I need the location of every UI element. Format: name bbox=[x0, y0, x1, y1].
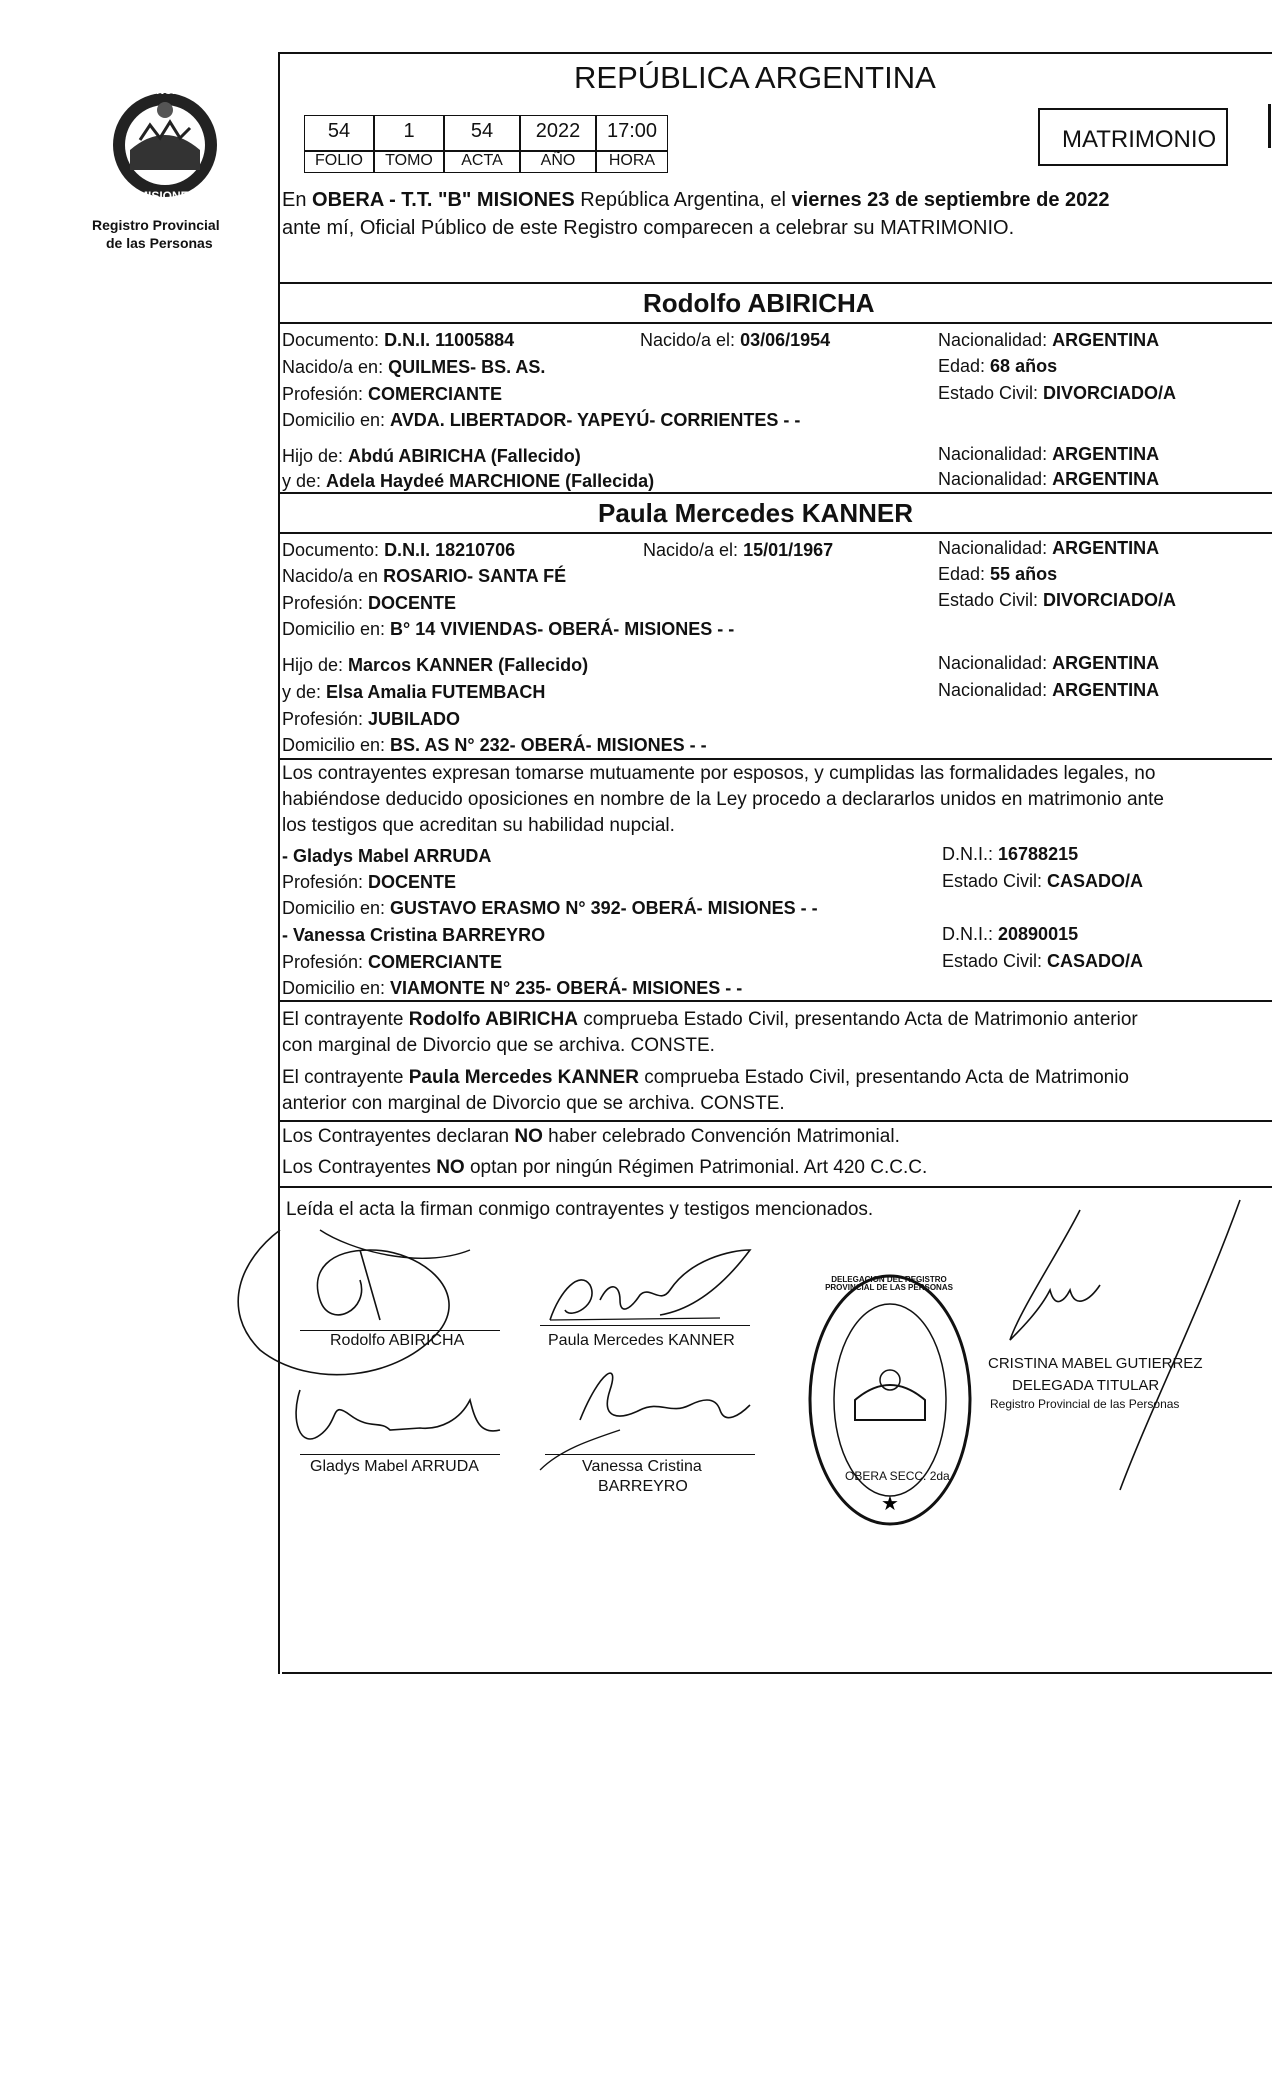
divider-3 bbox=[280, 492, 1272, 494]
official-signature-mark bbox=[1010, 1200, 1240, 1490]
witness-2-sign-name-2: BARREYRO bbox=[598, 1478, 688, 1495]
bride-born-on: Nacido/a el: 15/01/1967 bbox=[643, 540, 834, 560]
official-name: CRISTINA MABEL GUTIERREZ bbox=[988, 1355, 1203, 1372]
groom-born-on: Nacido/a el: 03/06/1954 bbox=[640, 330, 831, 350]
divider-6 bbox=[280, 1000, 1272, 1002]
bride-mother: y de: Elsa Amalia FUTEMBACH bbox=[282, 682, 546, 702]
divider-4 bbox=[280, 532, 1272, 534]
bride-father: Hijo de: Marcos KANNER (Fallecido) bbox=[282, 655, 589, 675]
witness-2-prof: Profesión: COMERCIANTE bbox=[282, 952, 503, 972]
official-title: DELEGADA TITULAR bbox=[1012, 1377, 1160, 1394]
groom-civil: Estado Civil: DIVORCIADO/A bbox=[938, 383, 1177, 403]
declaration-line2: habiéndose deducido oposiciones en nombre de la Ley procedo a declararlos unidos en matrimonio ante bbox=[282, 789, 1164, 810]
intro-line2: ante mí, Oficial Público de este Registro comparecen a celebrar su MATRIMONIO. bbox=[282, 217, 1015, 239]
groom-sign-line bbox=[300, 1330, 500, 1331]
witness-2-addr: Domicilio en: VIAMONTE N° 235- OBERÁ- MISIONES - - bbox=[282, 978, 743, 998]
witness-1-dni: D.N.I.: 16788215 bbox=[942, 844, 1079, 864]
intro-place: OBERA - T.T. "B" MISIONES bbox=[312, 189, 575, 211]
seal-banner-bottom: MISIONES bbox=[138, 189, 197, 203]
record-folio-value: 54 bbox=[304, 115, 374, 151]
bride-age: Edad: 55 años bbox=[938, 564, 1058, 584]
witness-2-signature-mark bbox=[580, 1373, 750, 1420]
note-2-line1: El contrayente Paula Mercedes KANNER comprueba Estado Civil, presentando Acta de Matrimonio bbox=[282, 1067, 1129, 1088]
groom-nat: Nacionalidad: ARGENTINA bbox=[938, 330, 1160, 350]
groom-father: Hijo de: Abdú ABIRICHA (Fallecido) bbox=[282, 446, 581, 466]
bride-born-in: Nacido/a en ROSARIO- SANTA FÉ bbox=[282, 566, 567, 586]
record-folio-label: FOLIO bbox=[304, 151, 374, 173]
registry-logo bbox=[100, 80, 230, 210]
witness-1-prof: Profesión: DOCENTE bbox=[282, 872, 457, 892]
bride-mother-addr: Domicilio en: BS. AS N° 232- OBERÁ- MISIONES - - bbox=[282, 735, 707, 755]
record-tomo-label: TOMO bbox=[374, 151, 444, 173]
groom-born-in: Nacido/a en: QUILMES- BS. AS. bbox=[282, 357, 546, 377]
act-type: MATRIMONIO bbox=[1062, 126, 1217, 153]
bride-mother-prof: Profesión: JUBILADO bbox=[282, 709, 461, 729]
bride-doc: Documento: D.N.I. 18210706 bbox=[282, 540, 516, 560]
stamp-bottom: OBERA SECC. 2da bbox=[845, 1469, 950, 1483]
svg-text:★: ★ bbox=[881, 1491, 899, 1515]
record-acta-label: ACTA bbox=[444, 151, 520, 173]
witness-1-signature-mark bbox=[296, 1390, 500, 1439]
witness-2-dni: D.N.I.: 20890015 bbox=[942, 924, 1079, 944]
witness-1-sign-name: Gladys Mabel ARRUDA bbox=[310, 1458, 479, 1475]
witness-1-civil: Estado Civil: CASADO/A bbox=[942, 871, 1144, 891]
bride-civil: Estado Civil: DIVORCIADO/A bbox=[938, 590, 1177, 610]
act-type-bar bbox=[1268, 104, 1271, 148]
bride-addr: Domicilio en: B° 14 VIVIENDAS- OBERÁ- MISIONES - - bbox=[282, 619, 735, 639]
divider-7 bbox=[280, 1120, 1272, 1122]
witness-1-name: - Gladys Mabel ARRUDA bbox=[282, 846, 492, 866]
witness-2-name: - Vanessa Cristina BARREYRO bbox=[282, 925, 546, 945]
record-year-label: AÑO bbox=[520, 151, 596, 173]
seal-banner-top: PROVINCIA DE bbox=[122, 85, 202, 97]
intro-date: viernes 23 de septiembre de 2022 bbox=[791, 189, 1110, 211]
bride-signature-mark bbox=[550, 1250, 750, 1320]
groom-doc: Documento: D.N.I. 11005884 bbox=[282, 330, 515, 350]
official-stamp bbox=[805, 1270, 975, 1530]
bride-sign-line bbox=[540, 1325, 750, 1326]
groom-mother-nat: Nacionalidad: ARGENTINA bbox=[938, 469, 1160, 489]
note-1-line2: con marginal de Divorcio que se archiva. CONSTE. bbox=[282, 1035, 715, 1056]
bride-sign-name: Paula Mercedes KANNER bbox=[548, 1332, 735, 1349]
divider-8 bbox=[280, 1186, 1272, 1188]
record-time-label: HORA bbox=[596, 151, 668, 173]
bride-prof: Profesión: DOCENTE bbox=[282, 593, 457, 613]
divider-2 bbox=[280, 322, 1272, 324]
registry-name-line2: de las Personas bbox=[106, 235, 213, 251]
record-time-value: 17:00 bbox=[596, 115, 668, 151]
groom-age: Edad: 68 años bbox=[938, 356, 1058, 376]
note-1-line1: El contrayente Rodolfo ABIRICHA comprueba Estado Civil, presentando Acta de Matrimonio anterior bbox=[282, 1009, 1138, 1030]
signatures-intro: Leída el acta la firman conmigo contrayentes y testigos mencionados. bbox=[286, 1199, 874, 1220]
record-year-value: 2022 bbox=[520, 115, 596, 151]
witness-2-sign-name-1: Vanessa Cristina bbox=[582, 1458, 702, 1475]
declaration-line1: Los contrayentes expresan tomarse mutuamente por esposos, y cumplidas las formalidades legales, no bbox=[282, 763, 1156, 784]
registry-name-line1: Registro Provincial bbox=[92, 217, 220, 233]
bride-name: Paula Mercedes KANNER bbox=[598, 498, 913, 528]
delegation-stamp-icon bbox=[805, 1270, 975, 1530]
groom-father-nat: Nacionalidad: ARGENTINA bbox=[938, 444, 1160, 464]
groom-mother: y de: Adela Haydeé MARCHIONE (Fallecida) bbox=[282, 471, 655, 491]
note-4: Los Contrayentes NO optan por ningún Régimen Patrimonial. Art 420 C.C.C. bbox=[282, 1157, 928, 1178]
groom-sign-name: Rodolfo ABIRICHA bbox=[330, 1332, 465, 1349]
record-tomo-value: 1 bbox=[374, 115, 444, 151]
groom-signature-mark bbox=[238, 1230, 449, 1375]
declaration-line3: los testigos que acreditan su habilidad nupcial. bbox=[282, 815, 675, 836]
official-office: Registro Provincial de las Personas bbox=[990, 1397, 1180, 1411]
groom-prof: Profesión: COMERCIANTE bbox=[282, 384, 503, 404]
bride-mother-nat: Nacionalidad: ARGENTINA bbox=[938, 680, 1160, 700]
groom-addr: Domicilio en: AVDA. LIBERTADOR- YAPEYÚ- CORRIENTES - - bbox=[282, 410, 801, 430]
witness-1-sign-line bbox=[300, 1454, 500, 1455]
frame-bottom bbox=[282, 1672, 1272, 1674]
divider-1 bbox=[280, 282, 1272, 284]
divider-5 bbox=[280, 758, 1272, 760]
bride-nat: Nacionalidad: ARGENTINA bbox=[938, 538, 1160, 558]
record-acta-value: 54 bbox=[444, 115, 520, 151]
note-2-line2: anterior con marginal de Divorcio que se archiva. CONSTE. bbox=[282, 1093, 785, 1114]
stamp-text: DELEGACION DEL REGISTRO PROVINCIAL DE LAS PERSONAS bbox=[825, 1275, 953, 1292]
witness-2-civil: Estado Civil: CASADO/A bbox=[942, 951, 1144, 971]
groom-name: Rodolfo ABIRICHA bbox=[643, 288, 875, 318]
bride-father-nat: Nacionalidad: ARGENTINA bbox=[938, 653, 1160, 673]
frame-top bbox=[278, 52, 1272, 54]
note-3: Los Contrayentes declaran NO haber celebrado Convención Matrimonial. bbox=[282, 1126, 900, 1147]
witness-2-sign-line bbox=[545, 1454, 755, 1455]
intro-line1: En OBERA - T.T. "B" MISIONES República Argentina, el viernes 23 de septiembre de 2022 bbox=[282, 189, 1110, 211]
witness-1-addr: Domicilio en: GUSTAVO ERASMO N° 392- OBERÁ- MISIONES - - bbox=[282, 898, 818, 918]
page-title: REPÚBLICA ARGENTINA bbox=[574, 60, 936, 95]
